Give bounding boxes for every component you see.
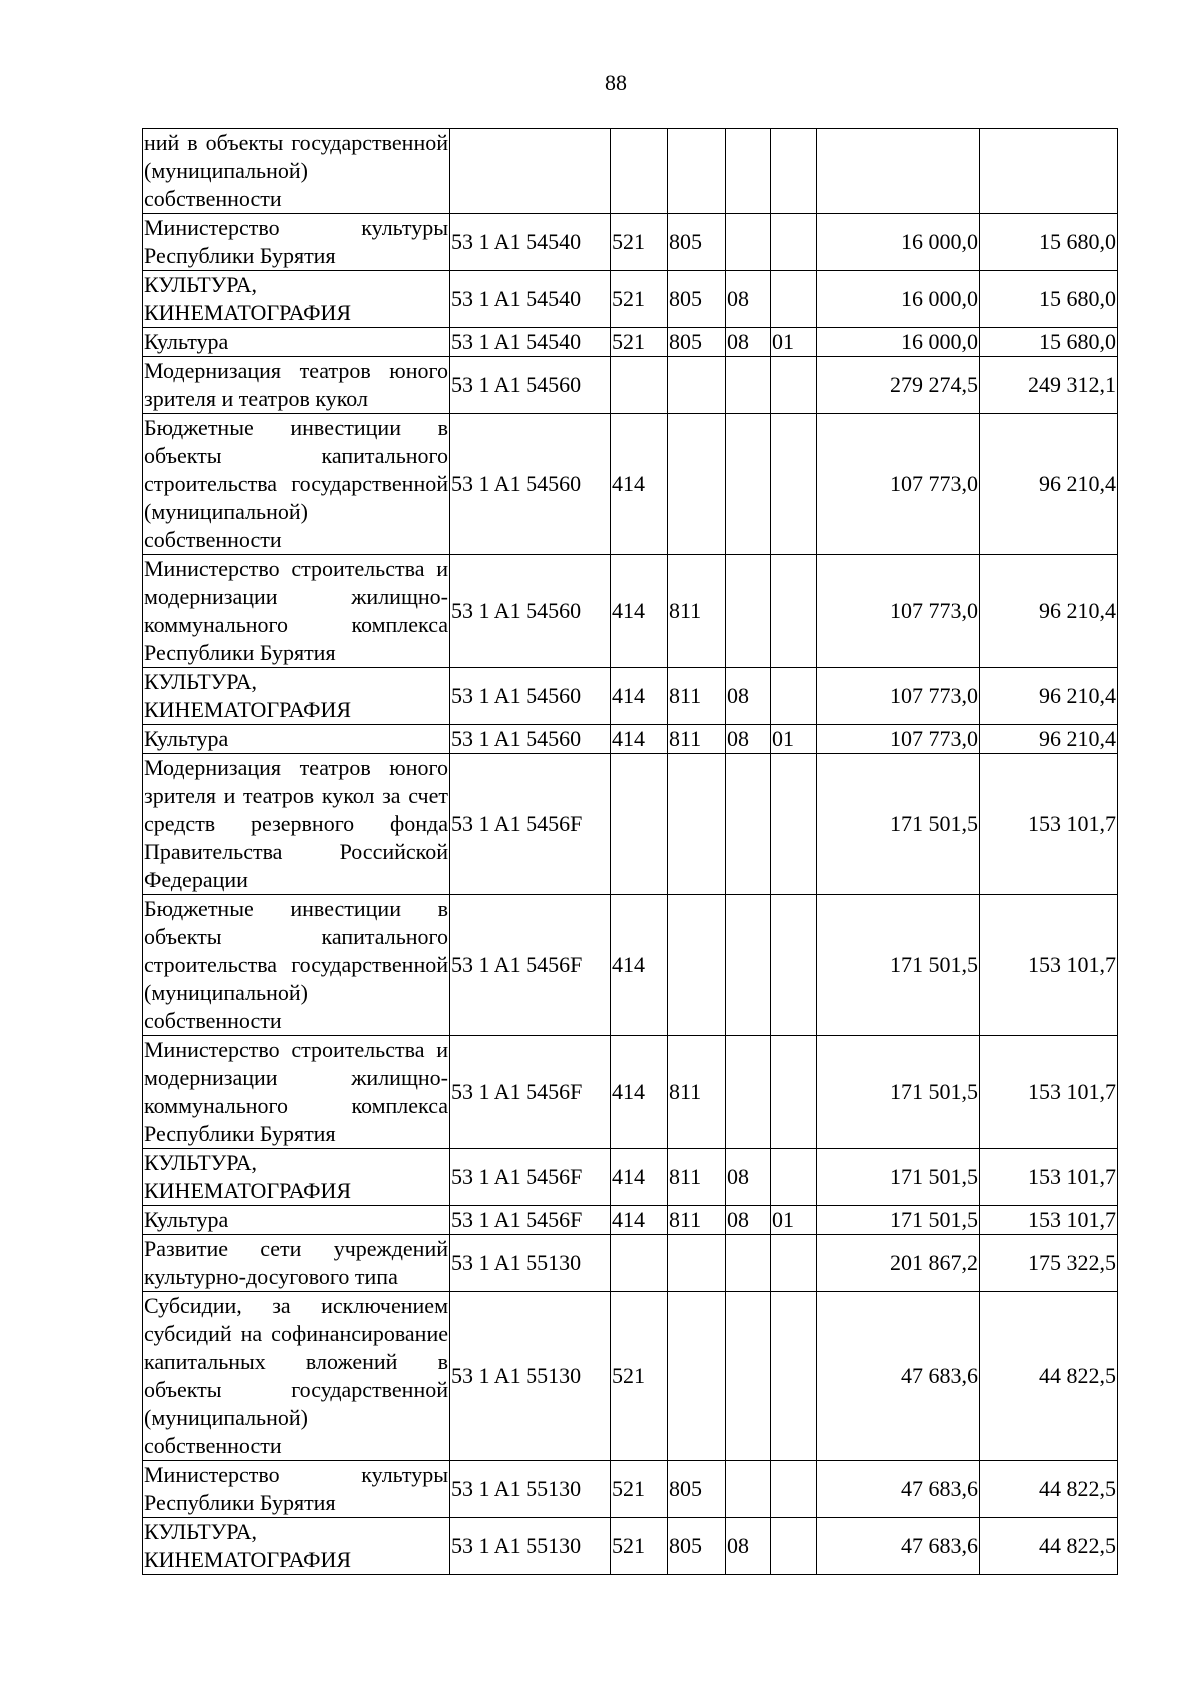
row-name-cell: Модернизация театров юного зрителя и театров кукол за счет средств резервного фонда Правительства Российской Федерации	[143, 754, 450, 895]
target-article-code: 53 1 A1 55130	[450, 1292, 611, 1461]
row-name-cell: ний в объекты государственной (муниципальной) собственности	[143, 129, 450, 214]
subsection-code	[771, 129, 817, 214]
ministry-code	[668, 129, 726, 214]
amount-planned: 171 501,5	[817, 1206, 980, 1235]
amount-executed: 153 101,7	[980, 754, 1118, 895]
expense-type-code	[611, 1235, 668, 1292]
table-row	[143, 1518, 1118, 1575]
amount-planned: 16 000,0	[817, 214, 980, 271]
table-body	[143, 129, 1118, 1575]
section-code: 08	[726, 725, 771, 754]
expense-type-code: 414	[611, 668, 668, 725]
target-article-code: 53 1 A1 5456F	[450, 1036, 611, 1149]
row-name-cell: Развитие сети учреждений культурно-досугового типа	[143, 1235, 450, 1292]
ministry-code: 805	[668, 1518, 726, 1575]
table-row	[143, 129, 1118, 214]
amount-executed: 153 101,7	[980, 1036, 1118, 1149]
ministry-code: 811	[668, 555, 726, 668]
expense-type-code: 414	[611, 725, 668, 754]
expense-type-code: 521	[611, 214, 668, 271]
section-code	[726, 1292, 771, 1461]
amount-executed	[980, 129, 1118, 214]
amount-executed: 15 680,0	[980, 271, 1118, 328]
target-article-code	[450, 129, 611, 214]
ministry-code: 805	[668, 271, 726, 328]
amount-planned: 47 683,6	[817, 1518, 980, 1575]
ministry-code: 811	[668, 1206, 726, 1235]
table-row	[143, 271, 1118, 328]
row-name-cell: Субсидии, за исключением субсидий на софинансирование капитальных вложений в объекты государственной (муниципальной) собственности	[143, 1292, 450, 1461]
target-article-code: 53 1 A1 5456F	[450, 1206, 611, 1235]
target-article-code: 53 1 A1 54560	[450, 725, 611, 754]
row-name-cell: КУЛЬТУРА, КИНЕМАТОГРАФИЯ	[143, 271, 450, 328]
subsection-code	[771, 1518, 817, 1575]
section-code: 08	[726, 1149, 771, 1206]
subsection-code	[771, 555, 817, 668]
section-code	[726, 214, 771, 271]
amount-planned: 16 000,0	[817, 328, 980, 357]
page-number: 88	[605, 70, 627, 95]
target-article-code: 53 1 A1 54560	[450, 414, 611, 555]
row-name-cell: Бюджетные инвестиции в объекты капитального строительства государственной (муниципальной) собственности	[143, 895, 450, 1036]
expense-type-code: 414	[611, 414, 668, 555]
expense-type-code: 521	[611, 1461, 668, 1518]
ministry-code	[668, 414, 726, 555]
table-row	[143, 895, 1118, 1036]
table-row	[143, 555, 1118, 668]
target-article-code: 53 1 A1 5456F	[450, 1149, 611, 1206]
row-name-cell: КУЛЬТУРА, КИНЕМАТОГРАФИЯ	[143, 668, 450, 725]
amount-executed: 153 101,7	[980, 1149, 1118, 1206]
table-row	[143, 1149, 1118, 1206]
section-code: 08	[726, 328, 771, 357]
table-row	[143, 214, 1118, 271]
amount-planned: 107 773,0	[817, 555, 980, 668]
table-row	[143, 1206, 1118, 1235]
target-article-code: 53 1 A1 54560	[450, 555, 611, 668]
amount-planned: 279 274,5	[817, 357, 980, 414]
row-name-cell: Культура	[143, 1206, 450, 1235]
amount-planned: 107 773,0	[817, 725, 980, 754]
amount-executed: 249 312,1	[980, 357, 1118, 414]
target-article-code: 53 1 A1 5456F	[450, 754, 611, 895]
amount-executed: 175 322,5	[980, 1235, 1118, 1292]
ministry-code: 805	[668, 1461, 726, 1518]
amount-planned: 171 501,5	[817, 895, 980, 1036]
table-row	[143, 725, 1118, 754]
expense-type-code: 521	[611, 1518, 668, 1575]
target-article-code: 53 1 A1 5456F	[450, 895, 611, 1036]
amount-planned: 16 000,0	[817, 271, 980, 328]
section-code	[726, 129, 771, 214]
table-row	[143, 357, 1118, 414]
section-code: 08	[726, 271, 771, 328]
expense-type-code: 414	[611, 895, 668, 1036]
budget-table	[142, 128, 1118, 1575]
amount-executed: 15 680,0	[980, 214, 1118, 271]
amount-planned	[817, 129, 980, 214]
target-article-code: 53 1 A1 54540	[450, 271, 611, 328]
expense-type-code	[611, 754, 668, 895]
subsection-code	[771, 271, 817, 328]
ministry-code: 811	[668, 1036, 726, 1149]
subsection-code	[771, 1235, 817, 1292]
amount-executed: 44 822,5	[980, 1292, 1118, 1461]
subsection-code: 01	[771, 725, 817, 754]
row-name-cell: КУЛЬТУРА, КИНЕМАТОГРАФИЯ	[143, 1518, 450, 1575]
amount-executed: 15 680,0	[980, 328, 1118, 357]
table-row	[143, 1036, 1118, 1149]
section-code: 08	[726, 668, 771, 725]
section-code	[726, 1235, 771, 1292]
amount-executed: 96 210,4	[980, 555, 1118, 668]
section-code	[726, 1036, 771, 1149]
section-code	[726, 414, 771, 555]
section-code	[726, 1461, 771, 1518]
amount-planned: 107 773,0	[817, 668, 980, 725]
amount-executed: 96 210,4	[980, 414, 1118, 555]
section-code	[726, 895, 771, 1036]
target-article-code: 53 1 A1 55130	[450, 1235, 611, 1292]
row-name-cell: Министерство строительства и модернизации жилищно-коммунального комплекса Республики Бурятия	[143, 555, 450, 668]
section-code: 08	[726, 1518, 771, 1575]
amount-executed: 96 210,4	[980, 668, 1118, 725]
amount-planned: 171 501,5	[817, 754, 980, 895]
amount-executed: 153 101,7	[980, 895, 1118, 1036]
target-article-code: 53 1 A1 54540	[450, 328, 611, 357]
subsection-code	[771, 357, 817, 414]
ministry-code: 811	[668, 668, 726, 725]
amount-planned: 107 773,0	[817, 414, 980, 555]
table-row	[143, 1461, 1118, 1518]
ministry-code	[668, 357, 726, 414]
ministry-code	[668, 754, 726, 895]
amount-planned: 171 501,5	[817, 1036, 980, 1149]
target-article-code: 53 1 A1 54540	[450, 214, 611, 271]
expense-type-code: 521	[611, 271, 668, 328]
row-name-cell: Министерство культуры Республики Бурятия	[143, 214, 450, 271]
subsection-code	[771, 1461, 817, 1518]
amount-planned: 47 683,6	[817, 1292, 980, 1461]
ministry-code	[668, 895, 726, 1036]
amount-planned: 201 867,2	[817, 1235, 980, 1292]
section-code	[726, 754, 771, 895]
table-row	[143, 754, 1118, 895]
expense-type-code: 414	[611, 555, 668, 668]
row-name-cell: Бюджетные инвестиции в объекты капитального строительства государственной (муниципальной) собственности	[143, 414, 450, 555]
amount-planned: 171 501,5	[817, 1149, 980, 1206]
target-article-code: 53 1 A1 55130	[450, 1518, 611, 1575]
row-name-cell: КУЛЬТУРА, КИНЕМАТОГРАФИЯ	[143, 1149, 450, 1206]
ministry-code: 811	[668, 725, 726, 754]
expense-type-code: 414	[611, 1149, 668, 1206]
table-row	[143, 1235, 1118, 1292]
amount-executed: 96 210,4	[980, 725, 1118, 754]
row-name-cell: Культура	[143, 725, 450, 754]
section-code: 08	[726, 1206, 771, 1235]
subsection-code	[771, 214, 817, 271]
expense-type-code	[611, 357, 668, 414]
subsection-code: 01	[771, 1206, 817, 1235]
subsection-code	[771, 414, 817, 555]
ministry-code: 811	[668, 1149, 726, 1206]
target-article-code: 53 1 A1 54560	[450, 668, 611, 725]
subsection-code	[771, 895, 817, 1036]
expense-type-code: 521	[611, 1292, 668, 1461]
expense-type-code	[611, 129, 668, 214]
amount-executed: 153 101,7	[980, 1206, 1118, 1235]
section-code	[726, 357, 771, 414]
ministry-code: 805	[668, 214, 726, 271]
table-row	[143, 1292, 1118, 1461]
section-code	[726, 555, 771, 668]
subsection-code	[771, 668, 817, 725]
ministry-code	[668, 1235, 726, 1292]
table-row	[143, 414, 1118, 555]
subsection-code	[771, 1036, 817, 1149]
table-row	[143, 328, 1118, 357]
ministry-code	[668, 1292, 726, 1461]
amount-executed: 44 822,5	[980, 1461, 1118, 1518]
expense-type-code: 414	[611, 1036, 668, 1149]
row-name-cell: Министерство культуры Республики Бурятия	[143, 1461, 450, 1518]
subsection-code	[771, 1149, 817, 1206]
expense-type-code: 414	[611, 1206, 668, 1235]
row-name-cell: Министерство строительства и модернизации жилищно-коммунального комплекса Республики Бурятия	[143, 1036, 450, 1149]
ministry-code: 805	[668, 328, 726, 357]
row-name-cell: Модернизация театров юного зрителя и театров кукол	[143, 357, 450, 414]
subsection-code: 01	[771, 328, 817, 357]
row-name-cell: Культура	[143, 328, 450, 357]
table-row	[143, 668, 1118, 725]
expense-type-code: 521	[611, 328, 668, 357]
amount-planned: 47 683,6	[817, 1461, 980, 1518]
target-article-code: 53 1 A1 54560	[450, 357, 611, 414]
subsection-code	[771, 754, 817, 895]
subsection-code	[771, 1292, 817, 1461]
target-article-code: 53 1 A1 55130	[450, 1461, 611, 1518]
amount-executed: 44 822,5	[980, 1518, 1118, 1575]
